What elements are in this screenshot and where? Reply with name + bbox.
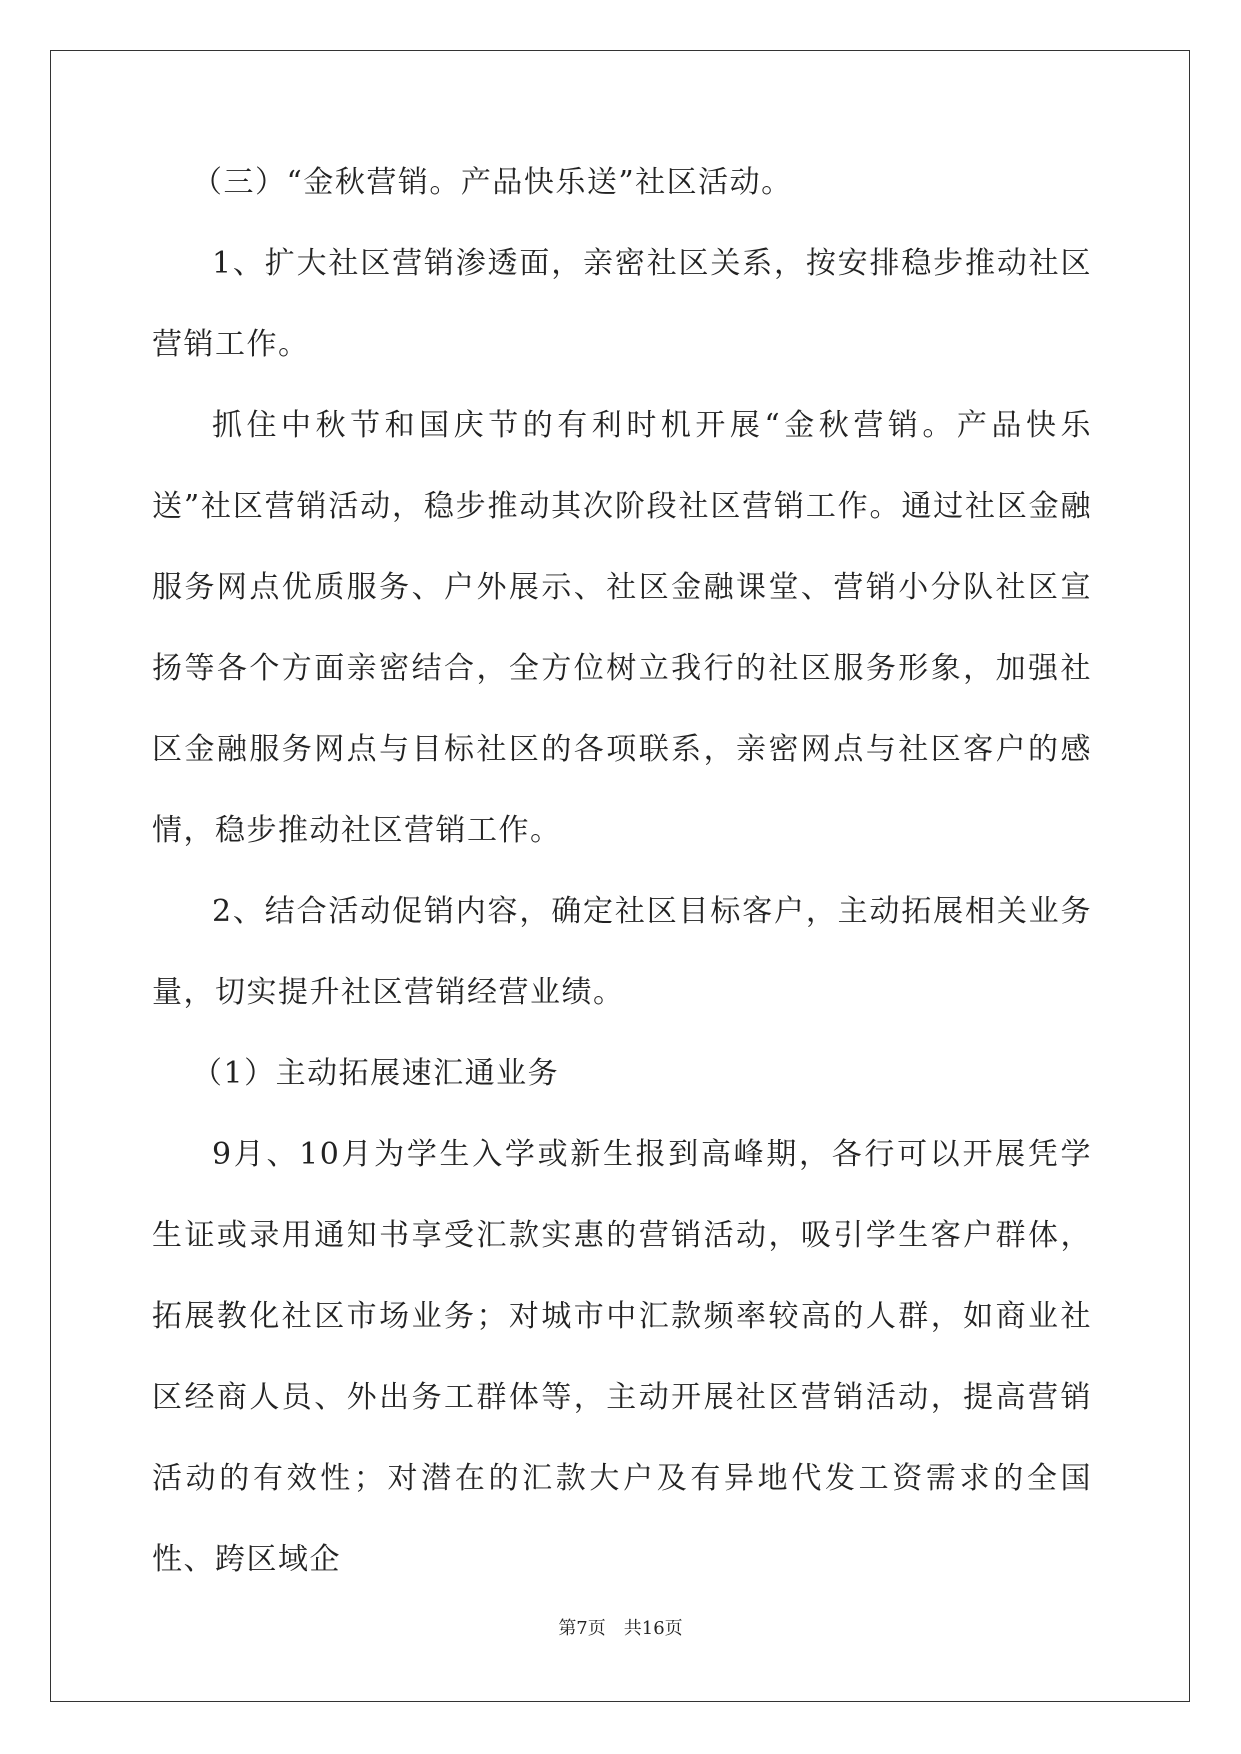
section-heading: （三）“金秋营销。产品快乐送”社区活动。 — [192, 165, 793, 200]
paragraph-subitem-1: （1）主动拓展速汇通业务 — [192, 1056, 560, 1091]
paragraph-item-1: 1、扩大社区营销渗透面，亲密社区关系，按安排稳步推动社区营销工作。 — [152, 246, 1092, 362]
paragraph-body-1: 抓住中秋节和国庆节的有利时机开展“金秋营销。产品快乐送”社区营销活动，稳步推动其次阶段社区营销工作。通过社区金融服务网点优质服务、户外展示、社区金融课堂、营销小分队社区宣扬等各个方面亲密结合，全方位树立我行的社区服务形象，加强社区金融服务网点与目标社区的各项联系，亲密网点与社区客户的感情，稳步推动社区营销工作。 — [152, 408, 1092, 848]
page-number-footer: 第7页 共16页 — [558, 1618, 683, 1639]
paragraph-body-2: 9月、10月为学生入学或新生报到高峰期，各行可以开展凭学生证或录用通知书享受汇款实惠的营销活动，吸引学生客户群体，拓展教化社区市场业务；对城市中汇款频率较高的人群，如商业社区经商人员、外出务工群体等，主动开展社区营销活动，提高营销活动的有效性；对潜在的汇款大户及有异地代发工资需求的全国性、跨区域企 — [152, 1137, 1092, 1577]
document-body — [152, 142, 1092, 1600]
paragraph-item-2: 2、结合活动促销内容，确定社区目标客户，主动拓展相关业务量，切实提升社区营销经营业绩。 — [152, 894, 1092, 1010]
